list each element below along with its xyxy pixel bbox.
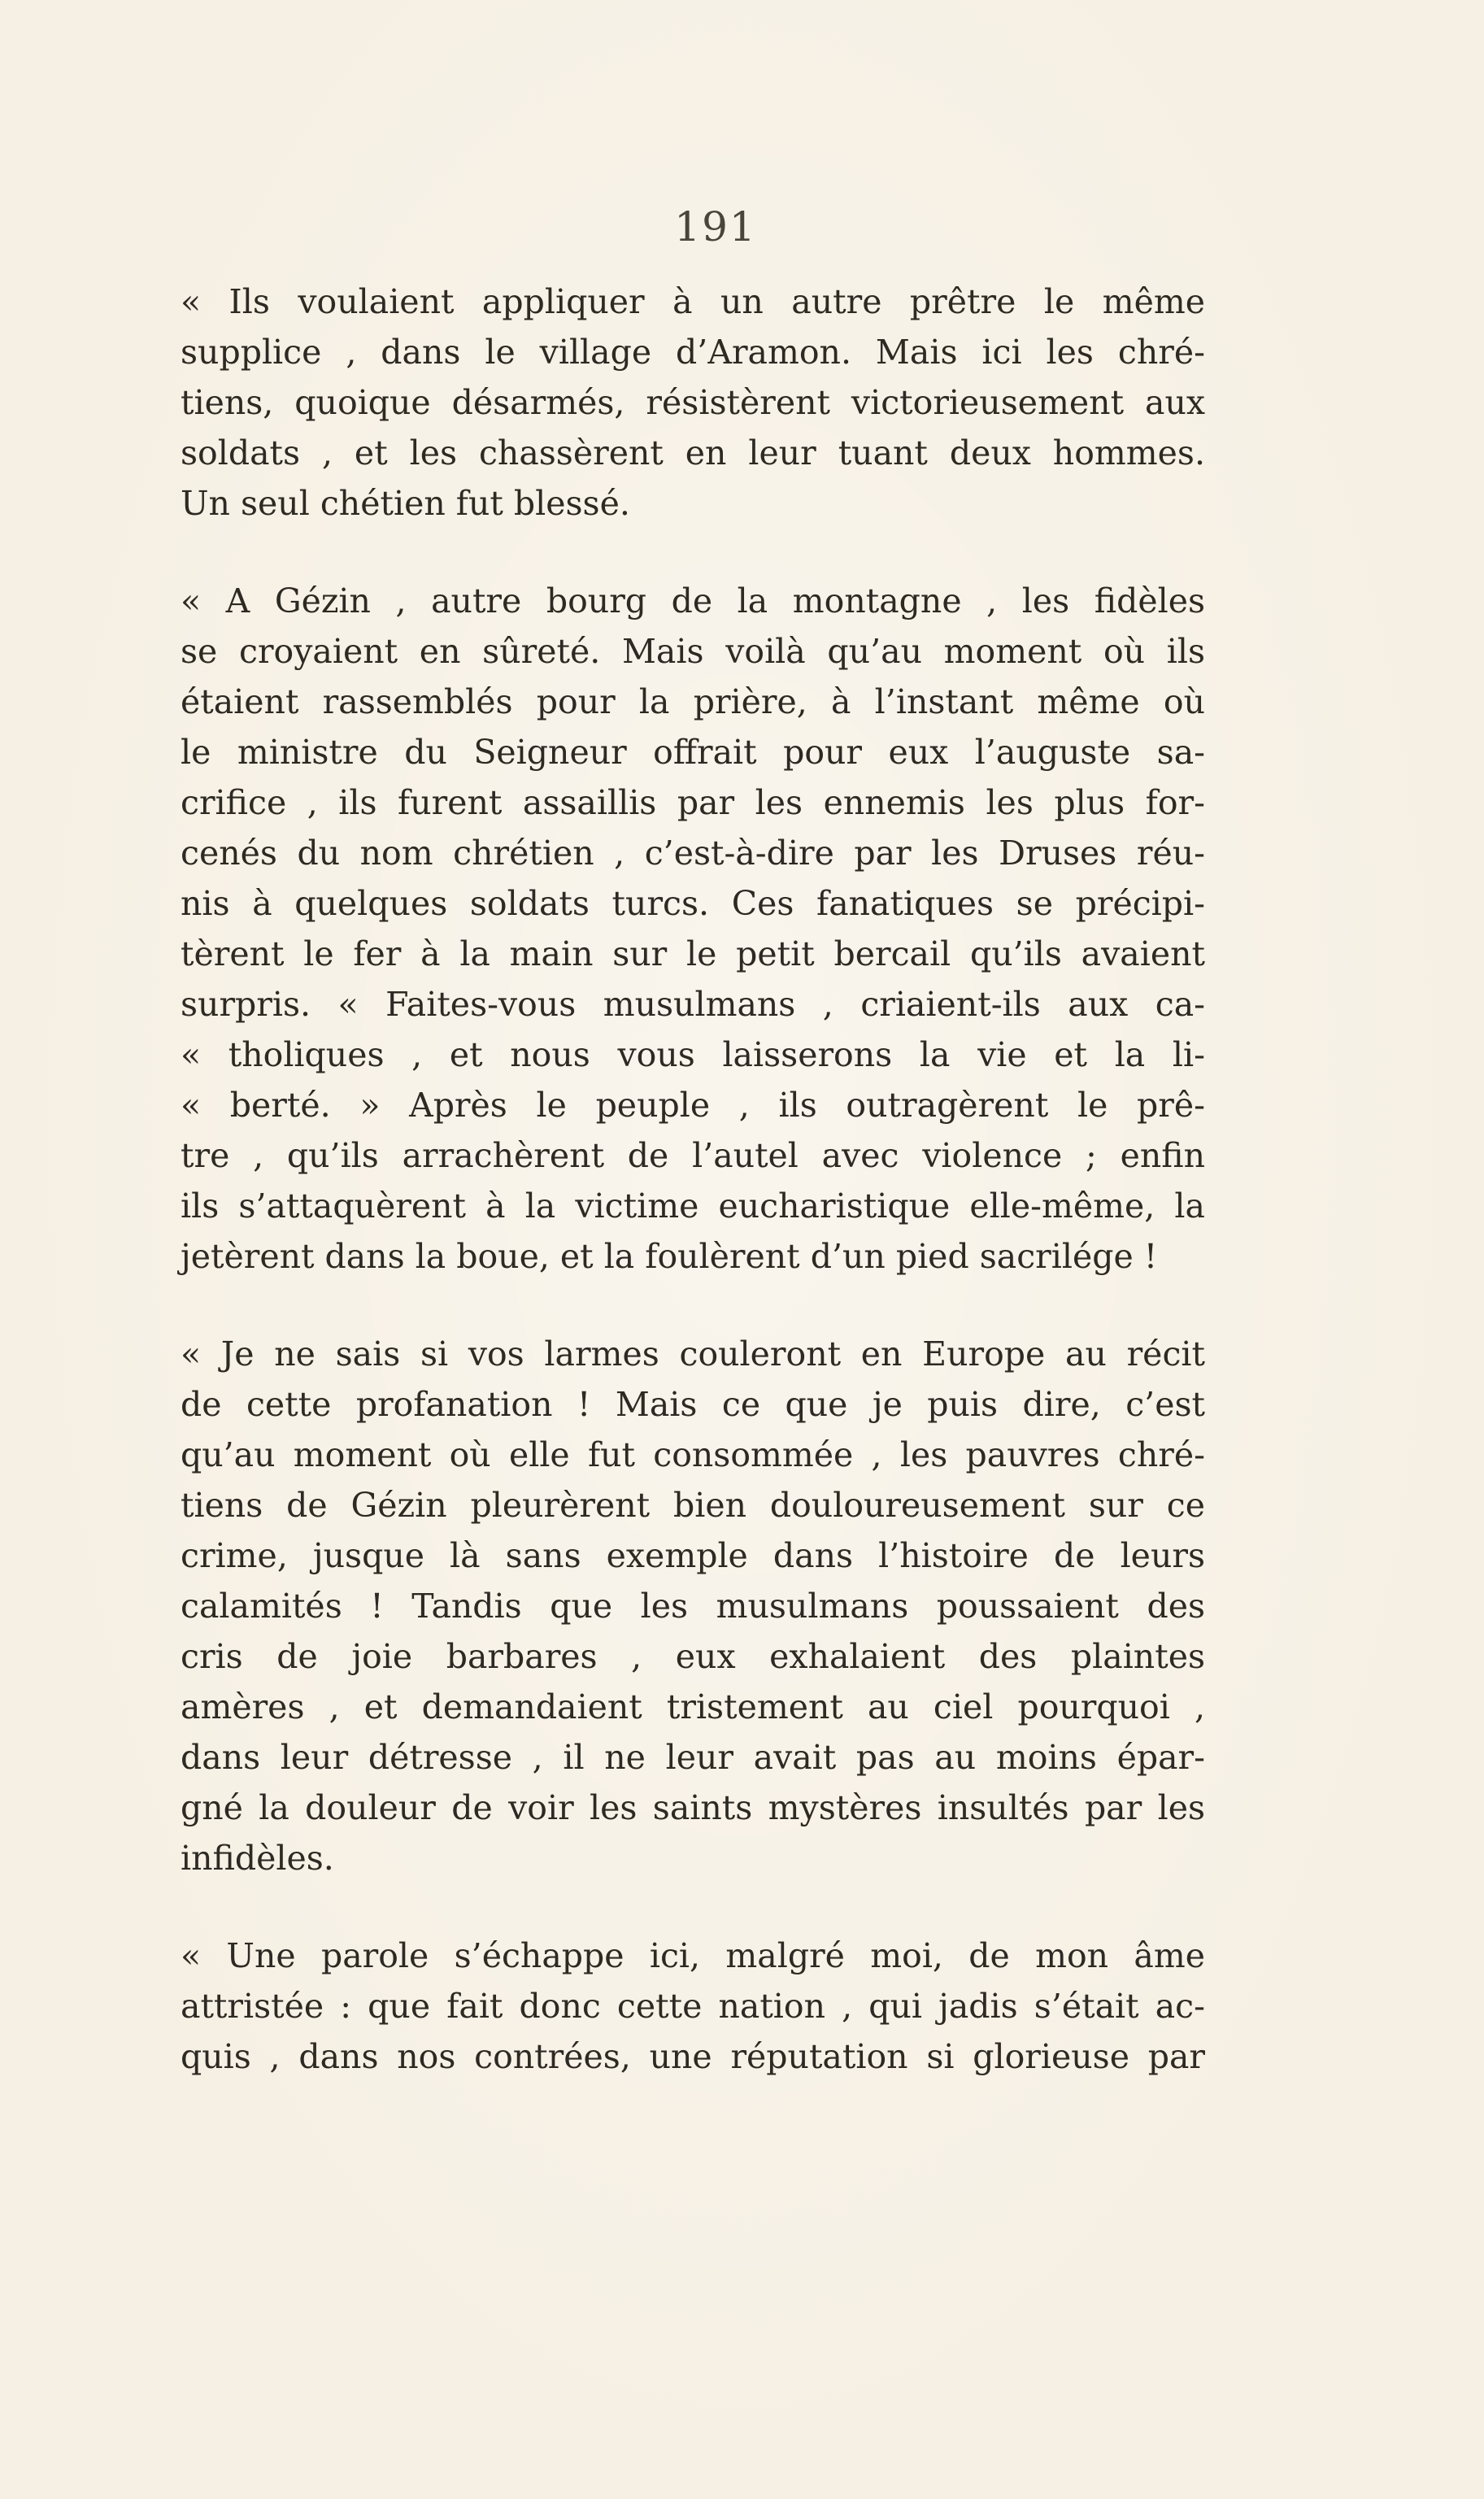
text-line: « Je ne sais si vos larmes couleront en Europe au récit: [181, 1334, 1205, 1374]
paragraph-aramon: [181, 276, 1205, 529]
paragraph-nation: [181, 1931, 1205, 2082]
page-number: 191: [674, 203, 757, 250]
text-line: « tholiques , et nous vous laisserons la vie et la li-: [181, 1035, 1205, 1074]
text-line: infidèles.: [181, 1839, 334, 1878]
text-line: crifice , ils furent assaillis par les ennemis les plus for-: [181, 783, 1205, 822]
text-line: quis , dans nos contrées, une réputation si glorieuse par: [181, 2037, 1205, 2076]
text-line: étaient rassemblés pour la prière, à l’instant même où: [181, 682, 1205, 721]
text-line: tèrent le fer à la main sur le petit bercail qu’ils avaient: [181, 934, 1205, 973]
text-line: « Ils voulaient appliquer à un autre prêtre le même: [181, 282, 1205, 321]
text-line: dans leur détresse , il ne leur avait pas au moins épar-: [181, 1738, 1205, 1777]
text-line: jetèrent dans la boue, et la foulèrent d’un pied sacrilége !: [181, 1237, 1158, 1276]
text-line: soldats , et les chassèrent en leur tuant deux hommes.: [181, 433, 1205, 472]
text-line: surpris. « Faites-vous musulmans , criaient-ils aux ca-: [181, 985, 1205, 1024]
text-line: attristée : que fait donc cette nation , qui jadis s’était ac-: [181, 1987, 1205, 2026]
text-line: « A Gézin , autre bourg de la montagne , les fidèles: [181, 581, 1205, 620]
text-line: gné la douleur de voir les saints mystères insultés par les: [181, 1788, 1205, 1827]
body-text: [181, 276, 1205, 2129]
text-line: « berté. » Après le peuple , ils outragèrent le prê-: [181, 1086, 1205, 1125]
text-line: « Une parole s’échappe ici, malgré moi, de mon âme: [181, 1936, 1205, 1975]
text-line: crime, jusque là sans exemple dans l’histoire de leurs: [181, 1536, 1205, 1575]
text-line: Un seul chétien fut blessé.: [181, 484, 630, 523]
text-line: se croyaient en sûreté. Mais voilà qu’au moment où ils: [181, 632, 1205, 671]
text-line: tiens, quoique désarmés, résistèrent victorieusement aux: [181, 383, 1205, 422]
paragraph-gezin: [181, 576, 1205, 1282]
text-line: nis à quelques soldats turcs. Ces fanatiques se précipi-: [181, 884, 1205, 923]
text-line: supplice , dans le village d’Aramon. Mais ici les chré-: [181, 333, 1205, 372]
text-line: cenés du nom chrétien , c’est-à-dire par les Druses réu-: [181, 834, 1205, 873]
text-line: calamités ! Tandis que les musulmans poussaient des: [181, 1587, 1205, 1626]
text-line: tiens de Gézin pleurèrent bien douloureusement sur ce: [181, 1486, 1205, 1525]
text-line: de cette profanation ! Mais ce que je puis dire, c’est: [181, 1385, 1205, 1424]
text-line: cris de joie barbares , eux exhalaient des plaintes: [181, 1637, 1205, 1676]
paragraph-profanation: [181, 1329, 1205, 1883]
text-line: qu’au moment où elle fut consommée , les pauvres chré-: [181, 1435, 1205, 1474]
text-line: amères , et demandaient tristement au ciel pourquoi ,: [181, 1687, 1205, 1726]
text-line: le ministre du Seigneur offrait pour eux l’auguste sa-: [181, 733, 1205, 772]
text-line: tre , qu’ils arrachèrent de l’autel avec violence ; enfin: [181, 1136, 1205, 1175]
text-line: ils s’attaquèrent à la victime eucharistique elle-même, la: [181, 1186, 1205, 1226]
